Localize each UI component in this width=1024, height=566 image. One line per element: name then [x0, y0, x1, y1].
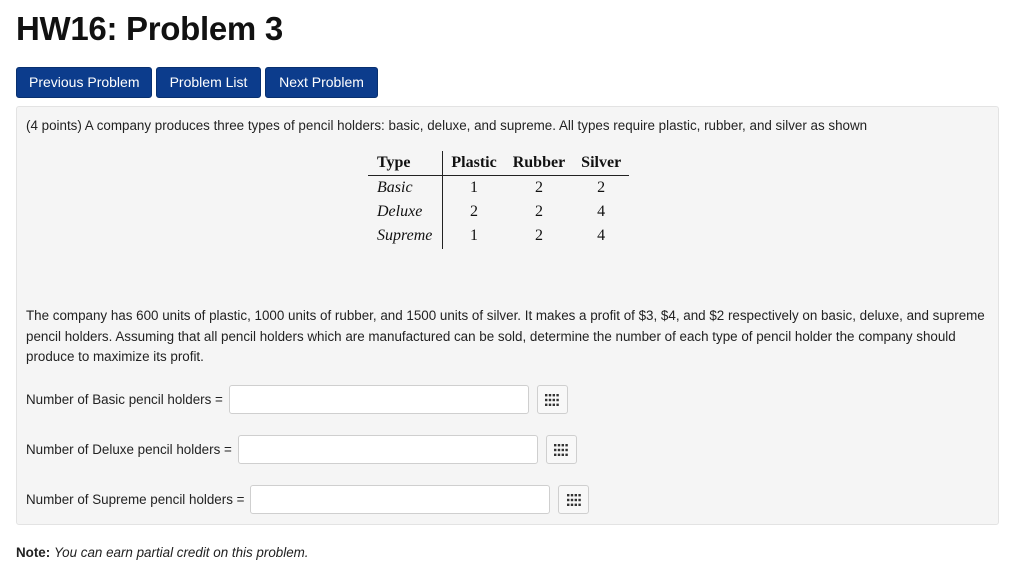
supreme-equation-keypad-button[interactable]	[558, 485, 589, 514]
table-header-row	[368, 151, 629, 175]
table-row	[368, 175, 629, 200]
equation-keypad-icon	[545, 394, 559, 406]
answer-row-deluxe	[26, 435, 577, 464]
equation-keypad-icon	[554, 444, 568, 456]
answer-row-basic	[26, 385, 568, 414]
note-text: You can earn partial credit on this problem.	[53, 545, 309, 560]
supreme-answer-label: Number of Supreme pencil holders =	[26, 492, 245, 507]
deluxe-equation-keypad-button[interactable]	[546, 435, 577, 464]
header-type: Type	[368, 151, 443, 175]
basic-answer-label: Number of Basic pencil holders =	[26, 392, 223, 407]
plastic-cell: 2	[470, 202, 479, 220]
plastic-cell: 1	[470, 178, 479, 196]
table-row	[368, 200, 629, 225]
rubber-cell: 2	[534, 178, 543, 196]
page-title: HW16: Problem 3	[16, 10, 283, 47]
row-type: Basic	[368, 175, 443, 200]
next-problem-button[interactable]: Next Problem	[265, 67, 378, 98]
note-label: Note:	[16, 545, 51, 560]
problem-nav	[16, 67, 378, 98]
problem-list-button[interactable]: Problem List	[156, 67, 261, 98]
header-rubber: Rubber	[505, 151, 573, 175]
silver-cell: 4	[597, 202, 606, 220]
problem-intro: (4 points) A company produces three types of pencil holders: basic, deluxe, and supreme. All types require plastic, rubber, and silver as shown	[26, 118, 868, 133]
supreme-answer-input[interactable]	[250, 485, 550, 514]
problem-panel	[16, 106, 999, 525]
basic-answer-input[interactable]	[229, 385, 529, 414]
materials-table	[368, 151, 629, 249]
rubber-cell: 2	[534, 227, 543, 245]
header-plastic: Plastic	[443, 151, 505, 175]
row-type: Supreme	[368, 224, 443, 249]
header-silver: Silver	[573, 151, 629, 175]
previous-problem-button[interactable]: Previous Problem	[16, 67, 152, 98]
rubber-cell: 2	[534, 202, 543, 220]
silver-cell: 2	[597, 178, 606, 196]
answer-row-supreme	[26, 485, 589, 514]
table-row	[368, 224, 629, 249]
problem-statement: The company has 600 units of plastic, 1000 units of rubber, and 1500 units of silver. It makes a profit of $3, $4, and $2 respectively on basic, deluxe, and supreme pencil holders. Assuming that all pencil holders which are manufactured can be sold, determine the number of each type of pencil holder the company should produce to maximize its profit.	[26, 308, 985, 364]
partial-credit-note	[16, 545, 309, 560]
basic-equation-keypad-button[interactable]	[537, 385, 568, 414]
equation-keypad-icon	[567, 494, 581, 506]
silver-cell: 4	[597, 227, 606, 245]
row-type: Deluxe	[368, 200, 443, 225]
deluxe-answer-label: Number of Deluxe pencil holders =	[26, 442, 232, 457]
plastic-cell: 1	[470, 227, 479, 245]
deluxe-answer-input[interactable]	[238, 435, 538, 464]
